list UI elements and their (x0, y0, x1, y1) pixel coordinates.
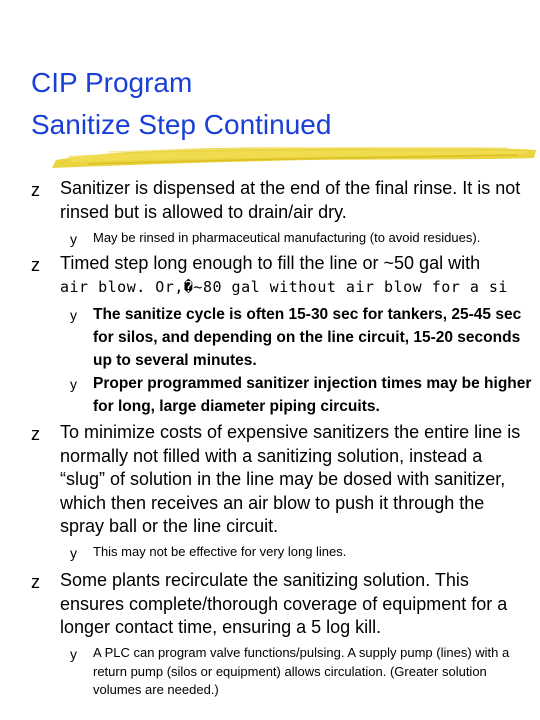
brush-stroke-underline (48, 138, 538, 172)
bullet-text-line-1: Timed step long enough to fill the line or ~50 gal with (60, 253, 481, 273)
sub-bullet-marker: y (70, 307, 77, 323)
bullet-marker: z (31, 255, 40, 275)
bullet-text-line-2: air blow. Or,�~80 gal without air blow for a si (60, 278, 508, 296)
bullet-marker: z (31, 572, 40, 592)
sub-bullet-text: This may not be effective for very long lines. (93, 544, 347, 559)
bullet-text: Sanitizer is dispensed at the end of the final rinse. It is not rinsed but is allowed to drain/air dry. (60, 178, 521, 222)
bullet-text: To minimize costs of expensive sanitizers the entire line is normally not filled with a sanitizing solution, instead a “slug” of solution in the line may be dosed with sanitizer, which then receives an air blow to push it through the spray ball or the line circuit. (60, 422, 521, 536)
sub-bullet-marker: y (70, 376, 77, 392)
title-line-1: CIP Program (31, 67, 193, 98)
bullet-marker: z (31, 180, 40, 200)
sub-bullet-text: The sanitize cycle is often 15-30 sec for tankers, 25-45 sec for silos, and depending on the line circuit, 15-20 seconds up to several minutes. (93, 306, 522, 369)
sub-bullet-text: May be rinsed in pharmaceutical manufacturing (to avoid residues). (93, 230, 481, 245)
title-line-2: Sanitize Step Continued (31, 109, 332, 140)
bullet-marker: z (31, 424, 40, 444)
sub-bullet-marker: y (70, 231, 77, 247)
sub-bullet-marker: y (70, 646, 77, 662)
sub-bullet-text: A PLC can program valve functions/pulsing. A supply pump (lines) with a return pump (silos or equipment) allows circulation. (Greater solution volumes are needed.) (93, 645, 510, 697)
slide-title (31, 62, 331, 146)
sub-bullet-marker: y (70, 545, 77, 561)
sub-bullet-text: Proper programmed sanitizer injection times may be higher for long, large diameter piping circuits. (93, 375, 532, 415)
bullet-text: Some plants recirculate the sanitizing solution. This ensures complete/thorough coverage of equipment for a longer contact time, ensuring a 5 log kill. (60, 570, 508, 637)
